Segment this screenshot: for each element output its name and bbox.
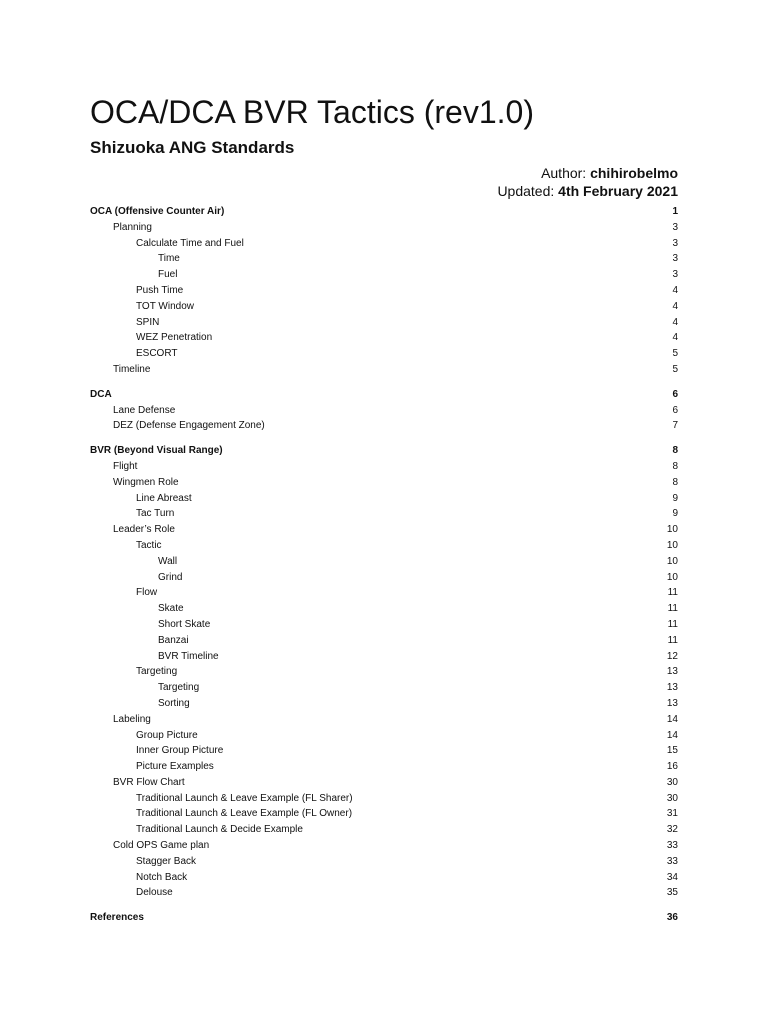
toc-entry[interactable] (90, 283, 678, 299)
toc-entry[interactable] (90, 346, 678, 362)
toc-entry-page-number[interactable]: 12 (666, 650, 678, 662)
toc-entry-page-number[interactable]: 16 (666, 761, 678, 773)
toc-entry-page-number[interactable]: 13 (666, 697, 678, 709)
toc-entry-page-number[interactable]: 8 (672, 476, 678, 488)
toc-entry[interactable] (90, 696, 678, 712)
toc-entry-label[interactable]: TOT Window (136, 300, 194, 312)
toc-entry-label[interactable]: DCA (90, 388, 112, 400)
toc-entry-label[interactable]: Wingmen Role (113, 476, 179, 488)
toc-entry-label[interactable]: Skate (158, 603, 184, 615)
toc-entry[interactable] (90, 220, 678, 236)
toc-entry-page-number[interactable]: 3 (672, 253, 678, 265)
toc-entry-label[interactable]: Banzai (158, 634, 189, 646)
toc-entry-page-number[interactable]: 3 (672, 237, 678, 249)
toc-entry-label[interactable]: Calculate Time and Fuel (136, 237, 244, 249)
toc-entry-page-number[interactable]: 33 (666, 840, 678, 852)
toc-entry[interactable] (90, 506, 678, 522)
toc-entry[interactable] (90, 743, 678, 759)
toc-entry-label[interactable]: BVR Timeline (158, 650, 219, 662)
toc-entry-page-number[interactable]: 4 (672, 284, 678, 296)
toc-entry-page-number[interactable]: 3 (672, 269, 678, 281)
toc-entry-label[interactable]: Sorting (158, 697, 190, 709)
toc-entry[interactable] (90, 418, 678, 434)
toc-entry[interactable] (90, 617, 678, 633)
table-of-contents (90, 204, 678, 926)
author-name: chihirobelmo (590, 165, 678, 181)
toc-entry-label[interactable]: Fuel (158, 269, 178, 281)
toc-entry-label[interactable]: BVR Flow Chart (113, 776, 185, 788)
toc-entry-label[interactable]: Leader’s Role (113, 524, 175, 536)
toc-entry-label[interactable]: Delouse (136, 887, 173, 899)
toc-entry[interactable] (90, 362, 678, 378)
toc-entry[interactable] (90, 806, 678, 822)
toc-entry-label[interactable]: Labeling (113, 713, 151, 725)
toc-entry-label[interactable]: Targeting (158, 682, 200, 694)
toc-entry-page-number[interactable]: 8 (672, 460, 678, 472)
toc-entry-label[interactable]: Inner Group Picture (136, 745, 224, 757)
toc-entry[interactable] (90, 791, 678, 807)
toc-entry-label[interactable]: Tactic (136, 539, 162, 551)
toc-entry[interactable] (90, 491, 678, 507)
toc-entry-label[interactable]: Time (158, 253, 180, 265)
updated-line (497, 182, 678, 200)
toc-entry-page-number[interactable]: 10 (666, 524, 678, 536)
toc-entry[interactable] (90, 459, 678, 475)
toc-entry-page-number[interactable]: 14 (666, 713, 678, 725)
toc-entry[interactable] (90, 838, 678, 854)
toc-entry-label[interactable]: Picture Examples (136, 761, 214, 773)
toc-entry-label[interactable]: BVR (Beyond Visual Range) (90, 445, 223, 457)
toc-entry[interactable] (90, 204, 678, 220)
toc-entry-label[interactable]: References (90, 912, 144, 924)
toc-entry[interactable] (90, 712, 678, 728)
toc-entry[interactable] (90, 387, 678, 403)
toc-entry-page-number[interactable]: 8 (672, 445, 678, 457)
toc-entry[interactable] (90, 299, 678, 315)
toc-entry-page-number[interactable]: 15 (666, 745, 678, 757)
toc-entry-page-number[interactable]: 11 (667, 618, 678, 630)
toc-entry-page-number[interactable]: 14 (666, 729, 678, 741)
toc-entry[interactable] (90, 554, 678, 570)
toc-entry[interactable] (90, 585, 678, 601)
toc-entry-page-number[interactable]: 10 (666, 539, 678, 551)
toc-entry-label[interactable]: Cold OPS Game plan (113, 840, 210, 852)
toc-entry[interactable] (90, 759, 678, 775)
toc-entry[interactable] (90, 522, 678, 538)
toc-entry[interactable] (90, 403, 678, 419)
toc-entry-page-number[interactable]: 7 (672, 420, 678, 432)
toc-entry-label[interactable]: SPIN (136, 316, 160, 328)
toc-entry[interactable] (90, 885, 678, 901)
toc-entry[interactable] (90, 570, 678, 586)
toc-entry[interactable] (90, 251, 678, 267)
toc-entry[interactable] (90, 443, 678, 459)
toc-entry-page-number[interactable]: 34 (666, 871, 678, 883)
toc-entry-page-number[interactable]: 30 (666, 792, 678, 804)
toc-entry-page-number[interactable]: 9 (672, 508, 678, 520)
toc-entry-label[interactable]: WEZ Penetration (136, 332, 213, 344)
toc-entry-page-number[interactable]: 30 (666, 776, 678, 788)
toc-entry-page-number[interactable]: 3 (672, 221, 678, 233)
toc-entry-label[interactable]: Wall (158, 555, 178, 567)
toc-entry[interactable] (90, 633, 678, 649)
toc-entry[interactable] (90, 315, 678, 331)
toc-entry-page-number[interactable]: 36 (666, 912, 678, 924)
toc-entry[interactable] (90, 680, 678, 696)
toc-entry[interactable] (90, 728, 678, 744)
toc-entry-page-number[interactable]: 10 (666, 571, 678, 583)
toc-entry-label[interactable]: Traditional Launch & Decide Example (136, 824, 303, 836)
toc-entry-label[interactable]: Grind (158, 571, 183, 583)
toc-entry-label[interactable]: Tac Turn (136, 508, 175, 520)
toc-entry-label[interactable]: Stagger Back (136, 855, 197, 867)
toc-entry[interactable] (90, 870, 678, 886)
document-subtitle: Shizuoka ANG Standards (90, 138, 295, 157)
toc-entry-page-number[interactable]: 11 (667, 634, 678, 646)
toc-entry-page-number[interactable]: 1 (672, 206, 678, 217)
toc-entry-page-number[interactable]: 35 (666, 887, 678, 899)
toc-entry[interactable] (90, 475, 678, 491)
toc-entry-label[interactable]: Notch Back (136, 871, 188, 883)
toc-entry-label[interactable]: Flow (136, 587, 158, 599)
toc-entry[interactable] (90, 854, 678, 870)
toc-entry-page-number[interactable]: 6 (672, 388, 678, 400)
updated-date: 4th February 2021 (558, 183, 678, 199)
updated-label: Updated: (497, 183, 559, 199)
toc-entry-label[interactable]: Short Skate (158, 618, 211, 630)
toc-entry-page-number[interactable]: 13 (666, 666, 678, 678)
toc-entry-label[interactable]: Targeting (136, 666, 178, 678)
toc-entry[interactable] (90, 775, 678, 791)
toc-entry-page-number[interactable]: 9 (672, 492, 678, 504)
toc-entry-label[interactable]: Push Time (136, 284, 184, 296)
toc-entry-page-number[interactable]: 10 (666, 555, 678, 567)
toc-entry-label[interactable]: Timeline (113, 363, 151, 375)
toc-entry[interactable] (90, 649, 678, 665)
toc-entry-label[interactable]: Planning (113, 221, 152, 233)
toc-entry-page-number[interactable]: 32 (666, 824, 678, 836)
toc-entry[interactable] (90, 538, 678, 554)
toc-entry-label[interactable]: ESCORT (136, 348, 178, 360)
toc-entry[interactable] (90, 601, 678, 617)
toc-entry-page-number[interactable]: 5 (672, 363, 678, 375)
toc-entry-page-number[interactable]: 11 (667, 603, 678, 615)
toc-entry-page-number[interactable]: 11 (667, 587, 678, 599)
toc-entry-page-number[interactable]: 4 (672, 300, 678, 312)
toc-entry-page-number[interactable]: 4 (672, 332, 678, 344)
toc-entry-page-number[interactable]: 33 (666, 855, 678, 867)
toc-entry[interactable] (90, 267, 678, 283)
toc-entry-label[interactable]: Group Picture (136, 729, 198, 741)
toc-entry-page-number[interactable]: 4 (672, 316, 678, 328)
toc-entry[interactable] (90, 822, 678, 838)
toc-entry-label[interactable]: Line Abreast (136, 492, 192, 504)
toc-entry-label[interactable]: Traditional Launch & Leave Example (FL Sharer) (136, 792, 353, 804)
toc-entry[interactable] (90, 664, 678, 680)
toc-entry-label[interactable]: Traditional Launch & Leave Example (FL Owner) (136, 808, 353, 820)
toc-entry-label[interactable]: DEZ (Defense Engagement Zone) (113, 420, 265, 432)
toc-entry-label[interactable]: Flight (113, 460, 138, 472)
toc-entry[interactable] (90, 910, 678, 926)
toc-entry-page-number[interactable]: 5 (672, 348, 678, 360)
document-title: OCA/DCA BVR Tactics (rev1.0) (90, 94, 534, 130)
toc-entry[interactable] (90, 330, 678, 346)
author-label: Author: (541, 165, 591, 181)
toc-entry-label[interactable]: OCA (Offensive Counter Air) (90, 206, 225, 217)
toc-entry-label[interactable]: Lane Defense (113, 404, 176, 416)
toc-entry-page-number[interactable]: 6 (672, 404, 678, 416)
author-line (541, 164, 678, 182)
toc-entry[interactable] (90, 236, 678, 252)
toc-entry-page-number[interactable]: 13 (666, 682, 678, 694)
toc-entry-page-number[interactable]: 31 (666, 808, 678, 820)
